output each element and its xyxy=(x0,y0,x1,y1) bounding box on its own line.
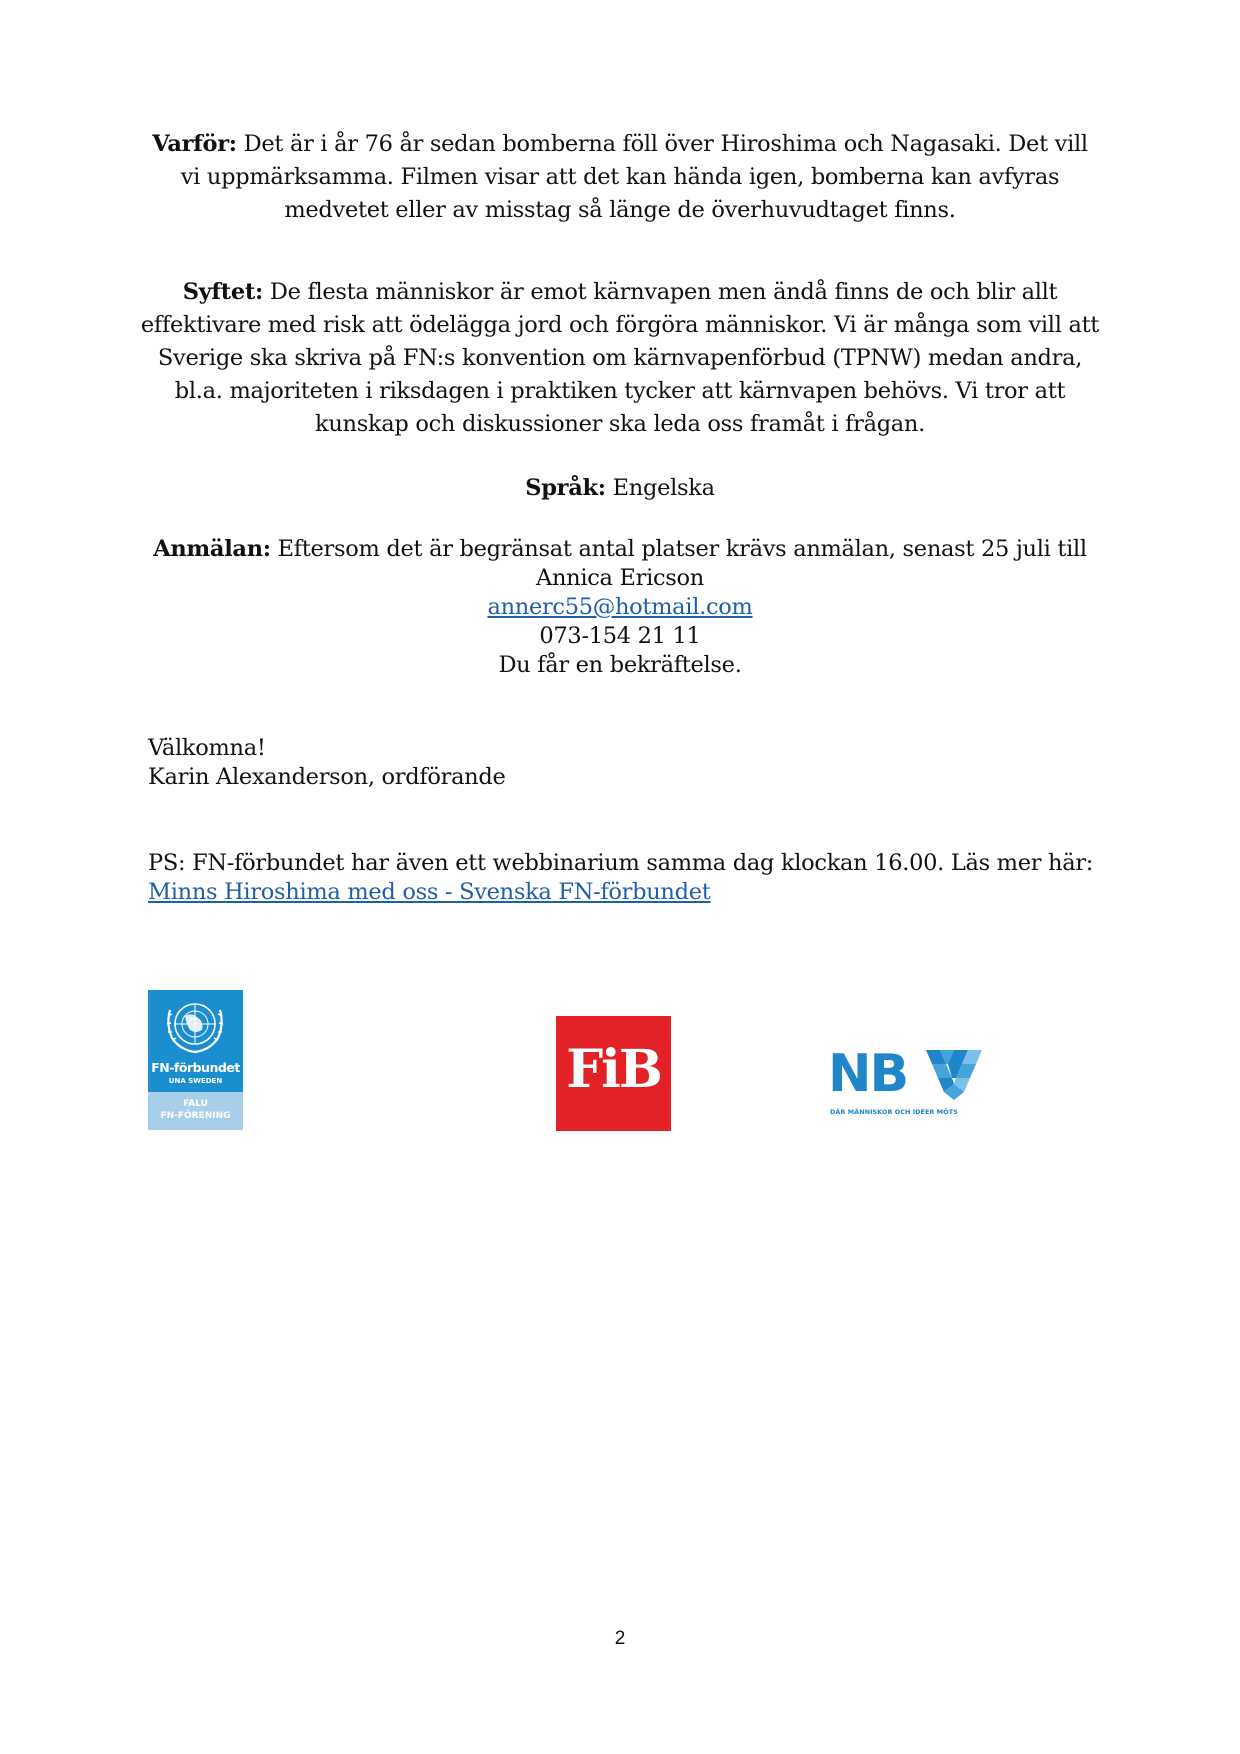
varfor-line-1: Det är i år 76 år sedan bomberna föll över Hiroshima och Nagasaki. Det vill xyxy=(236,131,1088,157)
varfor-line-2: vi uppmärksamma. Filmen visar att det kan hända igen, bomberna kan avfyras xyxy=(180,164,1060,190)
ps-block xyxy=(148,849,1108,907)
signature: Karin Alexanderson, ordförande xyxy=(148,764,506,790)
syftet-line-4: bl.a. majoriteten i riksdagen i praktiken tycker att kärnvapen behövs. Vi tror att xyxy=(174,378,1066,404)
syftet-line-1: De flesta människor är emot kärnvapen men ändå finns de och blir allt xyxy=(263,279,1058,305)
syftet-line-3: Sverige ska skriva på FN:s konvention om kärnvapenförbud (TPNW) medan andra, xyxy=(157,345,1083,371)
fn-logo-local-1: FALU xyxy=(183,1099,208,1109)
sprak-label: Språk: xyxy=(525,475,606,501)
fn-logo-name: FN-förbundet xyxy=(151,1060,240,1075)
sprak-value: Engelska xyxy=(605,475,715,501)
fib-logo-text: FiB xyxy=(566,1039,661,1100)
varfor-line-3: medvetet eller av misstag så länge de överhuvudtaget finns. xyxy=(284,197,956,223)
fn-logo-local-2: FN-FÖRENING xyxy=(160,1111,231,1121)
un-emblem-icon xyxy=(160,994,230,1058)
confirmation-text: Du får en bekräftelse. xyxy=(498,652,742,678)
nbv-tagline: DÄR MÄNNISKOR OCH IDÉER MÖTS xyxy=(830,1108,958,1116)
anmalan-paragraph xyxy=(140,535,1100,680)
fn-logo-local xyxy=(148,1098,243,1122)
sprak-paragraph xyxy=(140,472,1100,505)
syftet-line-2: effektivare med risk att ödelägga jord och förgöra människor. Vi är många som vill att xyxy=(140,312,1100,338)
closing-block xyxy=(148,734,1108,792)
ps-text: PS: FN-förbundet har även ett webbinarium samma dag klockan 16.00. Läs mer här: xyxy=(148,850,1094,876)
nbv-logo xyxy=(828,1046,983,1121)
nbv-v-mark-icon xyxy=(926,1050,982,1100)
greeting: Välkomna! xyxy=(148,735,266,761)
fn-logo-sub: UNA SWEDEN xyxy=(168,1077,223,1085)
syftet-label: Syftet: xyxy=(182,279,263,305)
anmalan-text: Eftersom det är begränsat antal platser krävs anmälan, senast 25 juli till xyxy=(270,536,1087,562)
anmalan-label: Anmälan: xyxy=(153,536,271,562)
syftet-paragraph xyxy=(140,276,1100,441)
contact-name: Annica Ericson xyxy=(536,565,704,591)
webinar-link[interactable]: Minns Hiroshima med oss - Svenska FN-förbundet xyxy=(148,879,711,905)
varfor-paragraph xyxy=(140,128,1100,227)
page-number: 2 xyxy=(614,1628,626,1649)
nbv-logo-text: NB xyxy=(828,1044,908,1104)
syftet-line-5: kunskap och diskussioner ska leda oss framåt i frågan. xyxy=(315,411,925,437)
contact-phone: 073-154 21 11 xyxy=(539,623,701,649)
fn-forbundet-logo xyxy=(148,990,243,1130)
fib-logo xyxy=(556,1016,671,1131)
varfor-label: Varför: xyxy=(152,131,237,157)
email-link[interactable]: annerc55@hotmail.com xyxy=(487,594,753,620)
